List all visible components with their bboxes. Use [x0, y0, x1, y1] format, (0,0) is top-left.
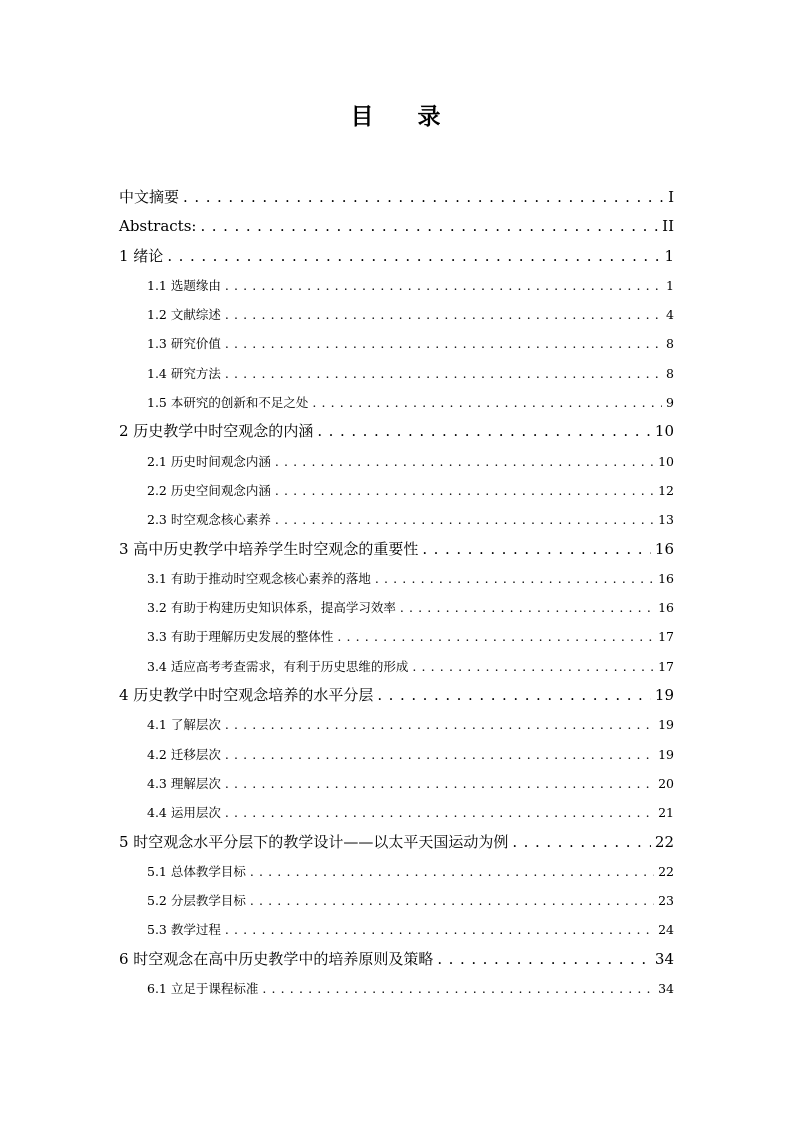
toc-entry[interactable] — [119, 476, 674, 505]
toc-entry-page: 12 — [658, 482, 674, 498]
toc-dot-leader — [275, 447, 654, 476]
toc-entry-page: 1 — [666, 277, 674, 293]
toc-entry[interactable] — [119, 857, 674, 886]
toc-dot-leader — [225, 798, 654, 827]
toc-entry-label: 4.1 了解层次 — [147, 717, 221, 733]
toc-entry-page: 13 — [658, 512, 674, 528]
toc-entry-label: 6 时空观念在高中历史教学中的培养原则及策略 — [119, 949, 434, 968]
toc-entry-label: 1 绪论 — [119, 246, 164, 265]
toc-dot-leader — [250, 886, 654, 915]
toc-entry-label: 2.2 历史空间观念内涵 — [147, 482, 271, 498]
toc-dot-leader — [275, 505, 654, 534]
toc-dot-leader — [262, 974, 654, 1003]
toc-entry[interactable] — [119, 417, 674, 446]
toc-entry[interactable] — [119, 622, 674, 651]
toc-entry-page: 17 — [658, 629, 674, 645]
toc-entry-page: 22 — [658, 863, 674, 879]
toc-entry[interactable] — [119, 242, 674, 271]
toc-dot-leader — [377, 681, 651, 710]
toc-entry-page: 8 — [666, 365, 674, 381]
toc-entry[interactable] — [119, 828, 674, 857]
toc-entry-label: 5.2 分层教学目标 — [147, 893, 246, 909]
toc-entry-label: 3.4 适应高考考查需求，有利于历史思维的形成 — [147, 658, 409, 674]
toc-entry[interactable] — [119, 798, 674, 827]
toc-dot-leader — [400, 593, 654, 622]
toc-entry-label: 1.1 选题缘由 — [147, 277, 221, 293]
toc-entry[interactable] — [119, 740, 674, 769]
toc-entry-label: 5.1 总体教学目标 — [147, 863, 246, 879]
toc-entry-page: 8 — [666, 336, 674, 352]
toc-entry[interactable] — [119, 915, 674, 944]
toc-entry[interactable] — [119, 710, 674, 739]
toc-entry[interactable] — [119, 447, 674, 476]
toc-entry-page: I — [668, 188, 674, 206]
toc-dot-leader — [275, 476, 654, 505]
toc-dot-leader — [225, 359, 662, 388]
toc-entry-page: 24 — [658, 922, 674, 938]
toc-entry-label: 3.2 有助于构建历史知识体系，提高学习效率 — [147, 600, 396, 616]
toc-dot-leader — [375, 564, 654, 593]
toc-entry-page: 4 — [666, 307, 674, 323]
toc-entry[interactable] — [119, 564, 674, 593]
toc-entry-label: 4 历史教学中时空观念培养的水平分层 — [119, 686, 374, 705]
toc-entry-label: 3.3 有助于理解历史发展的整体性 — [147, 629, 334, 645]
toc-entry[interactable] — [119, 945, 674, 974]
toc-dot-leader — [225, 740, 654, 769]
toc-dot-leader — [225, 915, 654, 944]
toc-entry[interactable] — [119, 974, 674, 1003]
toc-entry[interactable] — [119, 329, 674, 358]
toc-entry-page: 22 — [654, 832, 674, 851]
page-title — [0, 100, 793, 134]
toc-entry-label: 5.3 教学过程 — [147, 922, 221, 938]
toc-entry-label: 2.3 时空观念核心素养 — [147, 512, 271, 528]
toc-entry-label: 1.2 文献综述 — [147, 307, 221, 323]
toc-entry[interactable] — [119, 886, 674, 915]
toc-entry[interactable] — [119, 271, 674, 300]
toc-entry[interactable] — [119, 183, 674, 212]
toc-entry-page: 34 — [658, 981, 674, 997]
toc-dot-leader — [250, 857, 654, 886]
toc-dot-leader — [200, 212, 658, 241]
toc-entry[interactable] — [119, 535, 674, 564]
table-of-contents — [119, 183, 674, 1003]
toc-entry[interactable] — [119, 593, 674, 622]
toc-entry-page: 21 — [658, 805, 674, 821]
toc-entry-label: 6.1 立足于课程标准 — [147, 981, 259, 997]
toc-entry-page: 16 — [658, 570, 674, 586]
toc-entry[interactable] — [119, 359, 674, 388]
toc-dot-leader — [225, 329, 662, 358]
title-part-2: 录 — [417, 104, 443, 130]
toc-entry-page: 34 — [654, 949, 674, 968]
toc-entry-label: 4.4 运用层次 — [147, 805, 221, 821]
toc-entry-label: 2.1 历史时间观念内涵 — [147, 453, 271, 469]
toc-dot-leader — [337, 622, 654, 651]
toc-entry-page: 9 — [666, 395, 674, 411]
toc-entry[interactable] — [119, 652, 674, 681]
toc-entry-page: 10 — [658, 453, 674, 469]
toc-entry-page: 17 — [658, 658, 674, 674]
toc-entry-label: 中文摘要 — [119, 188, 180, 206]
toc-entry[interactable] — [119, 212, 674, 241]
toc-dot-leader — [183, 183, 664, 212]
toc-entry-page: 19 — [654, 686, 674, 705]
toc-entry-page: 10 — [654, 422, 674, 441]
toc-entry[interactable] — [119, 505, 674, 534]
toc-dot-leader — [312, 388, 662, 417]
toc-entry[interactable] — [119, 681, 674, 710]
toc-dot-leader — [422, 535, 651, 564]
toc-entry-label: 2 历史教学中时空观念的内涵 — [119, 422, 314, 441]
title-part-1: 目 — [350, 104, 376, 130]
toc-dot-leader — [512, 828, 651, 857]
toc-entry-label: 3.1 有助于推动时空观念核心素养的落地 — [147, 570, 371, 586]
toc-dot-leader — [225, 710, 654, 739]
toc-entry-page: 19 — [658, 746, 674, 762]
toc-entry-page: 23 — [658, 893, 674, 909]
toc-dot-leader — [412, 652, 654, 681]
toc-dot-leader — [317, 417, 651, 446]
toc-entry-page: 16 — [654, 539, 674, 558]
toc-entry-label: 5 时空观念水平分层下的教学设计——以太平天国运动为例 — [119, 832, 509, 851]
toc-dot-leader — [167, 242, 660, 271]
toc-entry-label: 4.2 迁移层次 — [147, 746, 221, 762]
toc-entry[interactable] — [119, 388, 674, 417]
toc-entry[interactable] — [119, 769, 674, 798]
toc-entry-page: II — [662, 217, 674, 236]
toc-dot-leader — [225, 769, 654, 798]
toc-entry-page: 19 — [658, 717, 674, 733]
toc-entry-page: 20 — [658, 775, 674, 791]
toc-entry-label: 1.3 研究价值 — [147, 336, 221, 352]
toc-entry-label: 1.4 研究方法 — [147, 365, 221, 381]
toc-entry-page: 1 — [664, 246, 674, 265]
toc-entry-label: Abstracts: — [119, 217, 197, 236]
toc-entry-label: 1.5 本研究的创新和不足之处 — [147, 395, 309, 411]
toc-entry-page: 16 — [658, 600, 674, 616]
toc-entry-label: 4.3 理解层次 — [147, 775, 221, 791]
toc-dot-leader — [225, 300, 662, 329]
toc-entry[interactable] — [119, 300, 674, 329]
toc-dot-leader — [437, 945, 651, 974]
toc-entry-label: 3 高中历史教学中培养学生时空观念的重要性 — [119, 539, 419, 558]
toc-dot-leader — [225, 271, 662, 300]
